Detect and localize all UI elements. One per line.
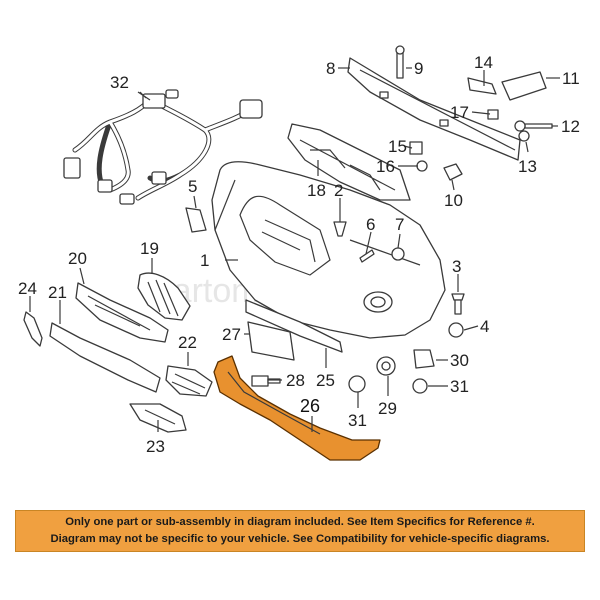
callout-9: 9 [414,59,424,78]
callout-20: 20 [68,249,87,268]
callout-10: 10 [444,191,463,210]
callout-6: 6 [366,215,376,234]
callout-14: 14 [474,53,493,72]
callout-17: 17 [450,103,469,122]
callout-19: 19 [140,239,159,258]
disclaimer-line-1: Only one part or sub-assembly in diagram included. See Item Specifics for Reference #. [65,516,535,528]
callout-16: 16 [376,157,395,176]
callout-23: 23 [146,437,165,456]
callout-28: 28 [286,371,305,390]
callout-7: 7 [395,215,405,234]
callout-12: 12 [561,117,580,136]
callout-25: 25 [316,371,335,390]
callout-4: 4 [480,317,490,336]
callout-18: 18 [307,181,326,200]
callout-31-right: 31 [450,377,469,396]
callout-26: 26 [300,396,321,416]
callout-29: 29 [378,399,397,418]
fog-lamp-grille [166,366,212,396]
callout-30: 30 [450,351,469,370]
callout-1: 1 [200,251,210,270]
disclaimer-banner [15,510,585,552]
callout-21: 21 [48,283,67,302]
side-trim [24,312,42,346]
callout-24: 24 [18,279,37,298]
callout-32: 32 [110,73,129,92]
callout-11: 11 [562,69,580,88]
callout-3: 3 [452,257,462,276]
disclaimer-line-2: Diagram may not be specific to your vehicle. See Compatibility for vehicle-specific diagrams. [50,533,550,545]
callout-2: 2 [334,181,344,200]
callout-15: 15 [388,137,407,156]
callout-13: 13 [518,157,537,176]
callout-22: 22 [178,333,197,352]
callout-27: 27 [222,325,241,344]
callout-31-left: 31 [348,411,367,430]
callout-5: 5 [188,177,198,196]
callout-8: 8 [326,59,336,78]
impact-bar [348,58,520,160]
